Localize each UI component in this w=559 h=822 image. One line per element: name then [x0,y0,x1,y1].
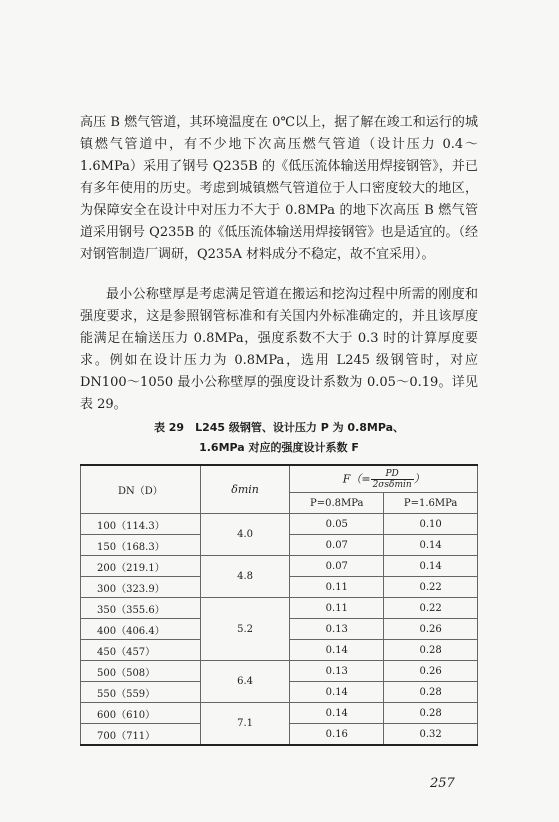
f-fraction [371,469,414,490]
f-numerator: PD [371,469,414,480]
f-cell-1.6: 0.14 [384,535,478,556]
f-cell-1.6: 0.22 [384,598,478,619]
dn-cell: 700（711） [81,724,201,746]
delta-cell: 7.1 [200,703,290,746]
dn-cell: 150（168.3） [81,535,201,556]
f-cell-1.6: 0.22 [384,577,478,598]
f-cell-1.6: 0.32 [384,724,478,746]
page-number: 257 [430,776,455,791]
f-cell-0.8: 0.07 [290,535,384,556]
f-cell-0.8: 0.07 [290,556,384,577]
table-row [81,703,478,724]
delta-cell: 4.0 [200,514,290,556]
f-cell-1.6: 0.14 [384,556,478,577]
header-p-0.8: P=0.8MPa [290,493,384,514]
table-row [81,598,478,619]
f-cell-1.6: 0.26 [384,661,478,682]
f-cell-1.6: 0.28 [384,682,478,703]
delta-cell: 5.2 [200,598,290,661]
dn-cell: 350（355.6） [81,598,201,619]
dn-cell: 500（508） [81,661,201,682]
strength-factor-table [80,464,478,746]
paragraph-1: 高压 B 燃气管道，其环境温度在 0℃以上，据了解在竣工和运行的城镇燃气管道中，有不少地下次高压燃气管道（设计压力 0.4～1.6MPa）采用了钢号 Q235B 的《低压流体输送用焊接钢管》，并已有多年使用的历史。考虑到城镇燃气管道位于人口密度较大的地区，为保障安全在设计中对压力不大于 0.8MPa 的地下次高压 B 燃气管道采用钢号 Q235B 的《低压流体输送用焊接钢管》也是适宜的。（经对钢管制造厂调研，Q235A 材料成分不稳定，故不宜采用）。 [80,115,478,262]
dn-cell: 300（323.9） [81,577,201,598]
delta-cell: 6.4 [200,661,290,703]
table-caption-line-2: 1.6MPa 对应的强度设计系数 F [199,441,359,454]
f-cell-0.8: 0.13 [290,619,384,640]
f-cell-0.8: 0.11 [290,577,384,598]
f-suffix: ） [413,472,425,485]
header-f-formula [290,465,478,493]
f-cell-0.8: 0.13 [290,661,384,682]
dn-cell: 100（114.3） [81,514,201,535]
f-prefix: F（= [342,472,371,485]
f-cell-0.8: 0.11 [290,598,384,619]
header-p-1.6: P=1.6MPa [384,493,478,514]
dn-cell: 450（457） [81,640,201,661]
table-row [81,556,478,577]
f-cell-1.6: 0.26 [384,619,478,640]
f-cell-0.8: 0.05 [290,514,384,535]
table-row [81,661,478,682]
f-cell-0.8: 0.14 [290,682,384,703]
f-cell-1.6: 0.28 [384,640,478,661]
f-cell-1.6: 0.28 [384,703,478,724]
table-row [81,514,478,535]
header-dn: DN（D） [81,465,201,514]
table-caption-line-1: 表 29 L245 级钢管、设计压力 P 为 0.8MPa、 [153,421,405,434]
f-cell-0.8: 0.16 [290,724,384,746]
dn-cell: 600（610） [81,703,201,724]
delta-cell: 4.8 [200,556,290,598]
f-denominator: 2σsδmin [372,479,412,490]
header-delta-min: δmin [200,465,290,514]
dn-cell: 550（559） [81,682,201,703]
paragraph-2: 最小公称壁厚是考虑满足管道在搬运和挖沟过程中所需的刚度和强度要求，这是参照钢管标准和有关国内外标准确定的，并且该厚度能满足在输送压力 0.8MPa，强度系数不大于 0.3 时的计算厚度要求。例如在设计压力为 0.8MPa，选用 L245 级钢管时，对应 DN100～1050 最小公称壁厚的强度设计系数为 0.05～0.19。详见表 29。 [80,287,478,412]
dn-cell: 200（219.1） [81,556,201,577]
f-cell-0.8: 0.14 [290,703,384,724]
f-cell-0.8: 0.14 [290,640,384,661]
f-cell-1.6: 0.10 [384,514,478,535]
dn-cell: 400（406.4） [81,619,201,640]
